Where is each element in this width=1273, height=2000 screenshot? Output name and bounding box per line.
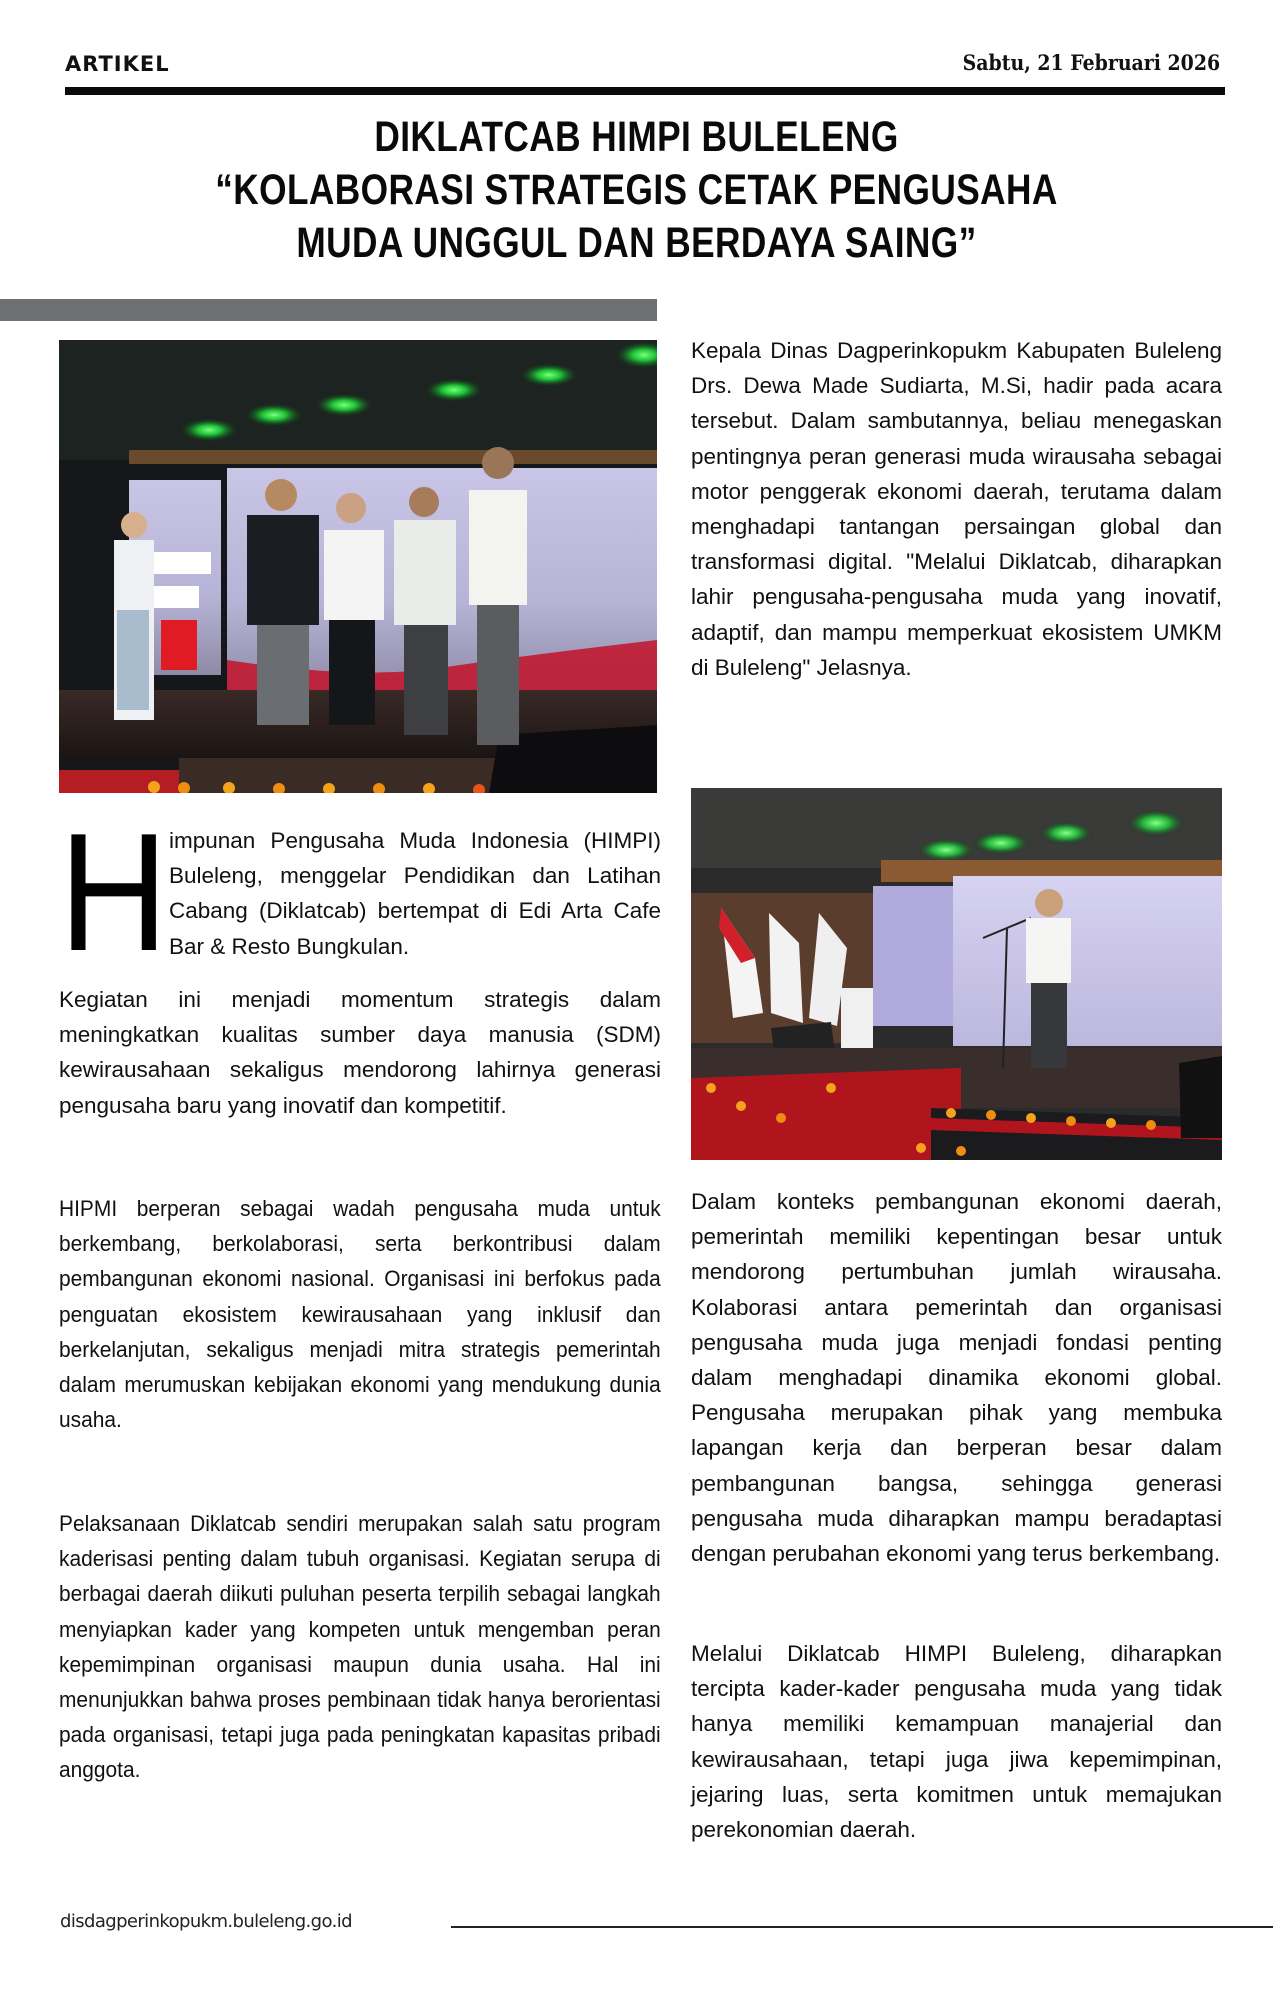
paragraph-text: Pelaksanaan Diklatcab sendiri merupakan salah satu program kaderisasi penting dalam tubuh organisasi. Kegiatan serupa di berbagai daerah diikuti puluhan peserta terpilih sebagai langkah menyiapkan kader yang kompeten untuk mengemban peran kepemimpinan organisasi maupun dunia usaha. Hal ini menunjukkan bahwa proses pembinaan tidak hanya berorientasi pada organisasi, tetapi juga pada peningkatan kapasitas pribadi anggota.: [59, 1511, 661, 1783]
section-label: ARTIKEL: [65, 52, 170, 76]
event-photo-speech: [691, 788, 1222, 1160]
footer-website-link[interactable]: disdagperinkopukm.buleleng.go.id: [60, 1911, 352, 1932]
footer-divider: [451, 1926, 1273, 1928]
paragraph-text: Kepala Dinas Dagperinkopukm Kabupaten Buleleng Drs. Dewa Made Sudiarta, M.Si, hadir pada acara tersebut. Dalam sambutannya, beliau menegaskan pentingnya peran generasi muda wirausaha sebagai motor penggerak ekonomi daerah, terutama dalam menghadapi tantangan persaingan global dan transformasi digital. "Melalui Diklatcab, diharapkan lahir pengusaha-pengusaha muda yang inovatif, adaptif, dan mampu memperkuat ekosistem UMKM di Buleleng" Jelasnya.: [691, 338, 1222, 680]
intro-paragraph-text: impunan Pengusaha Muda Indonesia (HIMPI) Buleleng, menggelar Pendidikan dan Latihan Cabang (Diklatcab) bertempat di Edi Arta Cafe Bar & Resto Bungkulan.: [169, 828, 661, 959]
intro-paragraph: [59, 798, 661, 986]
article-title: [0, 111, 1273, 270]
paragraph-hipmi-role: [59, 1191, 661, 1437]
paragraph-kegiatan: [59, 982, 661, 1123]
title-line-2: “KOLABORASI STRATEGIS CETAK PENGUSAHA: [215, 166, 1058, 214]
paragraph-melalui-diklatcab: [691, 1636, 1222, 1847]
paragraph-text: Kegiatan ini menjadi momentum strategis dalam meningkatkan kualitas sumber daya manusia (SDM) kewirausahaan sekaligus mendorong lahirnya generasi pengusaha baru yang inovatif dan kompetitif.: [59, 987, 661, 1118]
paragraph-text: HIPMI berperan sebagai wadah pengusaha muda untuk berkembang, berkolaborasi, serta berkontribusi dalam pembangunan ekonomi nasional. Organisasi ini berfokus pada penguatan ekosistem kewirausahaan yang inklusif dan berkelanjutan, sekaligus menjadi mitra strategis pemerintah dalam merumuskan kebijakan ekonomi yang mendukung dunia usaha.: [59, 1196, 661, 1433]
paragraph-konteks-pembangunan: [691, 1184, 1222, 1571]
event-photo-award: [59, 340, 657, 793]
paragraph-text: Dalam konteks pembangunan ekonomi daerah, pemerintah memiliki kepentingan besar untuk mendorong pertumbuhan jumlah wirausaha. Kolaborasi antara pemerintah dan organisasi pengusaha muda juga menjadi fondasi penting dalam menghadapi dinamika ekonomi global. Pengusaha merupakan pihak yang membuka lapangan kerja dan berperan besar dalam pembangunan bangsa, sehingga generasi pengusaha muda diharapkan mampu beradaptasi dengan perubahan ekonomi yang terus berkembang.: [691, 1189, 1222, 1567]
title-line-1: DIKLATCAB HIMPI BULELENG: [374, 113, 899, 161]
award-scene-illustration: [59, 340, 657, 793]
paragraph-kepala-dinas: [691, 333, 1222, 685]
publish-date: Sabtu, 21 Februari 2026: [962, 50, 1220, 75]
drop-cap-letter: H: [59, 798, 169, 986]
paragraph-pelaksanaan: [59, 1506, 661, 1788]
paragraph-text: Melalui Diklatcab HIMPI Buleleng, diharapkan tercipta kader-kader pengusaha muda yang tidak hanya memiliki kemampuan manajerial dan kewirausahaan, tetapi juga jiwa kepemimpinan, jejaring luas, serta komitmen untuk memajukan perekonomian daerah.: [691, 1641, 1222, 1843]
title-line-3: MUDA UNGGUL DAN BERDAYA SAING”: [296, 219, 977, 267]
header-divider: [65, 87, 1225, 95]
decorative-gray-bar: [0, 299, 657, 321]
speech-scene-illustration: [691, 788, 1222, 1160]
